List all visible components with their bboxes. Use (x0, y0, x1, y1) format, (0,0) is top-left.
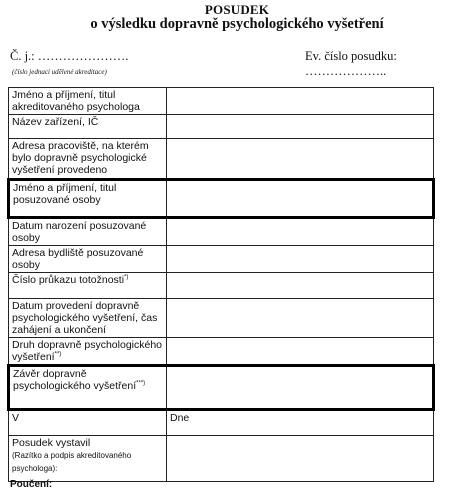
footnote-mark: ***) (136, 380, 146, 387)
row-label: Jméno a příjmení, titul posuzované osoby (9, 180, 167, 218)
row-label (9, 436, 167, 482)
row-value-field[interactable] (167, 273, 434, 299)
row-label[interactable]: V (9, 410, 167, 436)
row-workplace-address (9, 139, 434, 180)
row-label: Název zařízení, IČ (9, 115, 167, 139)
footnote-mark: **) (54, 351, 62, 358)
row-label (9, 338, 167, 366)
row-value-field[interactable] (167, 299, 434, 338)
cj-label: Č. j.: (10, 49, 35, 63)
row-exam-conclusion (9, 366, 434, 410)
cj-field (10, 49, 128, 64)
row-exam-datetime (9, 299, 434, 338)
row-label: Datum narození posuzované osoby (9, 218, 167, 246)
row-value-field[interactable] (167, 366, 434, 410)
row-psychologist-name (9, 88, 434, 115)
row-label-text: Číslo průkazu totožnosti (12, 274, 125, 286)
row-label (9, 273, 167, 299)
row-value-field[interactable] (167, 88, 434, 115)
row-label-text: Druh dopravně psychologického vyšetření (12, 339, 163, 363)
row-id-number (9, 273, 434, 299)
ev-field (305, 49, 474, 79)
ev-label: Ev. číslo posudku: (305, 49, 397, 63)
row-place-date (9, 410, 434, 436)
document-subtitle: o výsledku dopravně psychologického vyšetření (90, 16, 384, 32)
row-value-field[interactable] (167, 139, 434, 180)
row-value-field[interactable] (167, 115, 434, 139)
row-issued-by (9, 436, 434, 482)
row-person-name (9, 180, 434, 218)
ev-placeholder[interactable]: ……………….. (305, 64, 387, 78)
cj-placeholder[interactable]: …………………. (37, 49, 129, 63)
document-title: POSUDEK (204, 2, 270, 17)
row-label (9, 366, 167, 410)
row-birth-date (9, 218, 434, 246)
row-label: Adresa bydliště posuzované osoby (9, 246, 167, 273)
row-value-field[interactable] (167, 180, 434, 218)
row-value-field[interactable] (167, 436, 434, 482)
row-facility (9, 115, 434, 139)
row-label: Adresa pracoviště, na kterém bylo dopravně psychologické vyšetření provedeno (9, 139, 167, 180)
row-label-text: Závěr dopravně psychologického vyšetření (13, 368, 137, 392)
row-value-field[interactable] (167, 218, 434, 246)
cj-note: (číslo jednací udělené akreditace) (12, 68, 107, 76)
row-value-field[interactable] (167, 338, 434, 366)
row-residence-address (9, 246, 434, 273)
stamp-note: (Razítko a podpis akreditovaného psychologa): (12, 451, 132, 473)
row-date-field[interactable]: Dne (167, 410, 434, 436)
footnote-mark: *) (124, 274, 129, 281)
instructions-heading: Poučení: (10, 479, 53, 490)
row-label: Jméno a příjmení, titul akreditovaného psychologa (9, 88, 167, 115)
row-label-text: Posudek vystavil (12, 437, 91, 449)
row-exam-type (9, 338, 434, 366)
row-label: Datum provedení dopravně psychologického vyšetření, čas zahájení a ukončení (9, 299, 167, 338)
assessment-form-table (7, 87, 435, 482)
row-value-field[interactable] (167, 246, 434, 273)
